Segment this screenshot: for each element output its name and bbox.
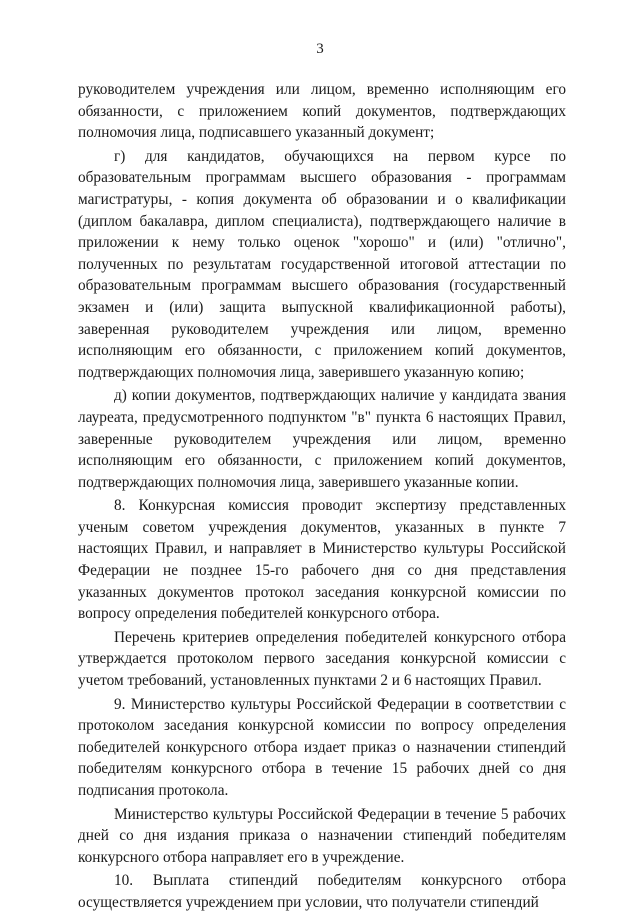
paragraph-clause-10: 10. Выплата стипендий победителям конкурсного отбора осуществляется учреждением при условии, что получатели стипендий	[78, 872, 566, 911]
paragraph-criteria: Перечень критериев определения победителей конкурсного отбора утверждается протоколом первого заседания конкурсной комиссии с учетом требований, установленных пунктами 2 и 6 настоящих Правил.	[78, 628, 566, 690]
paragraph-continuation: руководителем учреждения или лицом, временно исполняющим его обязанности, с приложением копий документов, подтверждающих полномочия лица, подписавшего указанный документ;	[78, 81, 566, 142]
paragraph-ministry-order: Министерство культуры Российской Федерации в течение 5 рабочих дней со дня издания приказа о назначении стипендий победителям конкурсного отбора направляет его в учреждение.	[78, 805, 566, 866]
page-number: 3	[316, 41, 324, 57]
paragraph-item-g: г) для кандидатов, обучающихся на первом курсе по образовательным программам высшего образования - программам магистратуры, - копия документа об образовании и о квалификации (диплом бакалавра, диплом специалиста), подтверждающего наличие в приложении к нему только оценок "хорошо" и (или) "отлично", полученных по результатам государственной итоговой аттестации по образовательным программам высшего образования (государственный экзамен и (или) защита выпускной квалификационной работы), заверенная руководителем учреждения или лицом, временно исполняющим его обязанности, с приложением копий документов, подтверждающих полномочия лица, заверившего указанную копию;	[78, 147, 566, 381]
paragraph-item-d: д) копии документов, подтверждающих наличие у кандидата звания лауреата, предусмотренного подпунктом "в" пункта 6 настоящих Правил, заверенные руководителем учреждения или лицом, временно исполняющим его обязанности, с приложением копий документов, подтверждающих полномочия лица, заверившего указанные копии.	[78, 387, 566, 491]
paragraph-clause-9: 9. Министерство культуры Российской Федерации в соответствии с протоколом заседания конкурсной комиссии по вопросу определения победителей конкурсного отбора издает приказ о назначении стипендий победителям конкурсного отбора в течение 15 рабочих дней со дня подписания протокола.	[78, 695, 566, 799]
paragraph-clause-8: 8. Конкурсная комиссия проводит экспертизу представленных ученым советом учреждения документов, указанных в пункте 7 настоящих Правил, и направляет в Министерство культуры Российской Федерации не позднее 15-го рабочего дня со дня представления указанных документов протокол заседания конкурсной комиссии по вопросу определения победителей конкурсного отбора.	[78, 497, 566, 623]
document-body	[78, 79, 566, 914]
